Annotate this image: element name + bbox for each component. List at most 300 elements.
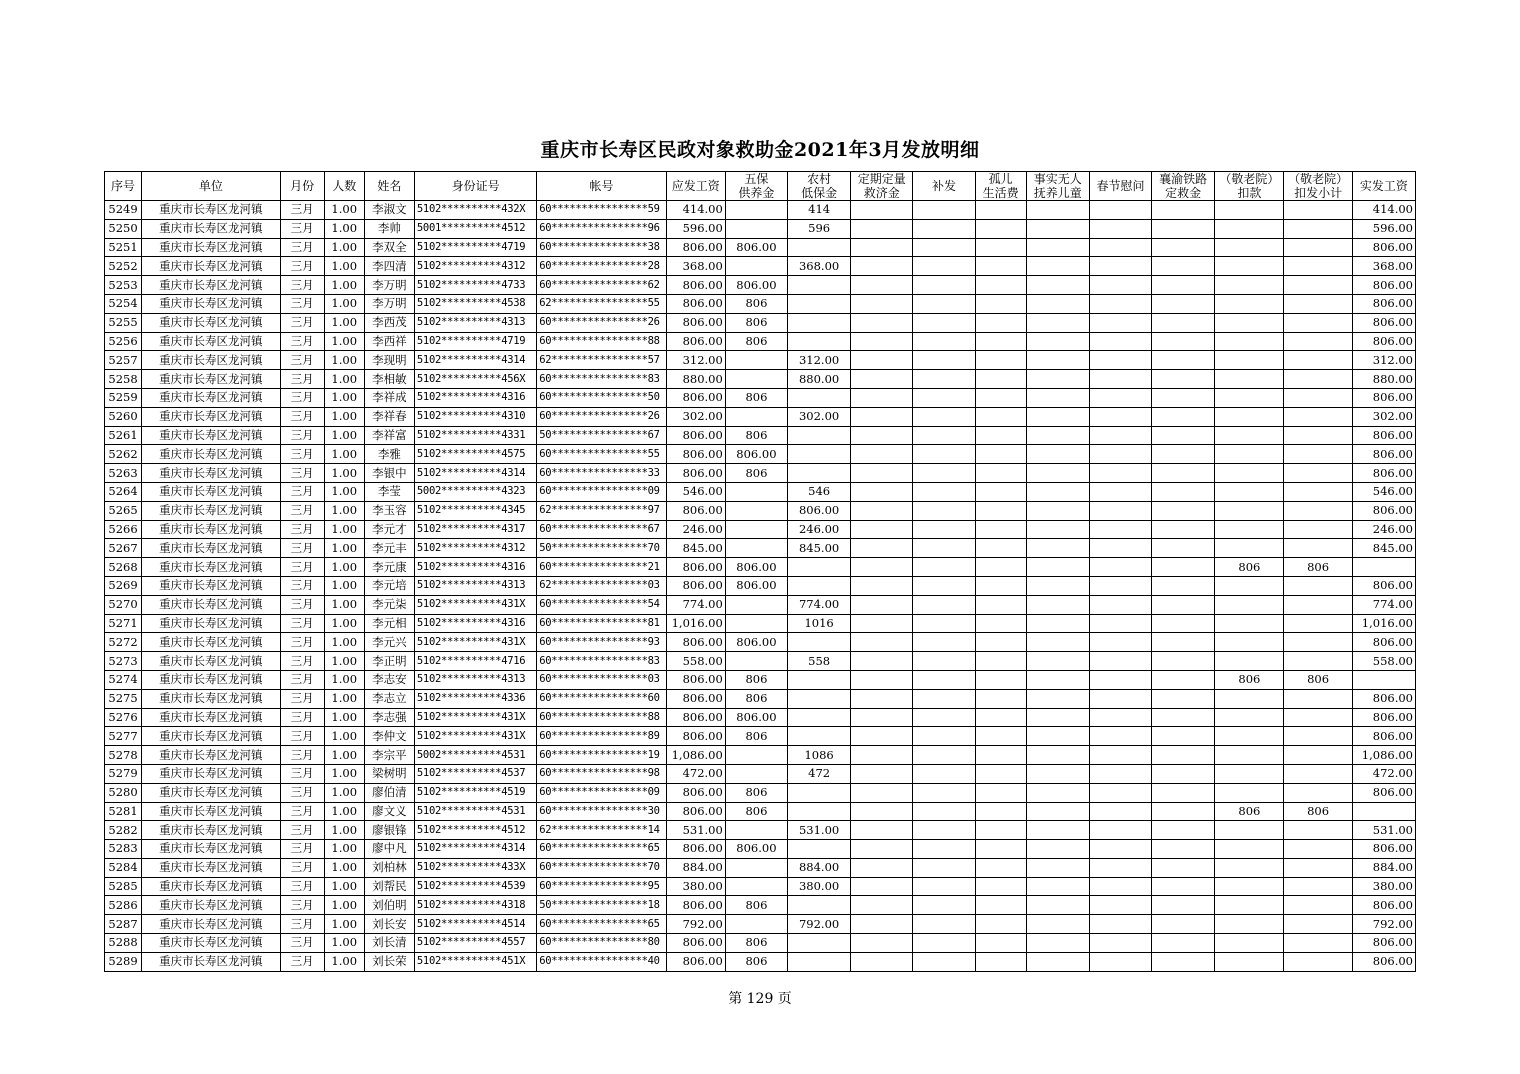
table-cell: 414	[788, 201, 851, 220]
table-cell	[725, 482, 787, 501]
table-row	[105, 219, 1416, 238]
table-cell: 880.00	[666, 370, 725, 389]
table-cell	[1089, 952, 1151, 971]
table-cell: 5102**********431X	[414, 727, 536, 746]
table-cell	[975, 257, 1026, 276]
table-cell: 三月	[280, 576, 324, 595]
table-cell: 1.00	[324, 238, 364, 257]
table-cell	[851, 445, 913, 464]
table-cell: 1.00	[324, 332, 364, 351]
table-cell	[1284, 276, 1352, 295]
table-cell	[851, 840, 913, 859]
table-cell: 1.00	[324, 896, 364, 915]
table-cell: 1,016.00	[666, 614, 725, 633]
table-cell: 5271	[105, 614, 142, 633]
table-cell	[913, 388, 975, 407]
table-cell: 5102**********4719	[414, 332, 536, 351]
table-cell	[1152, 840, 1215, 859]
table-cell: 60****************88	[537, 332, 666, 351]
table-cell: 806	[725, 332, 787, 351]
table-cell: 368.00	[1352, 257, 1415, 276]
table-cell: 5102**********4316	[414, 614, 536, 633]
table-cell: 806.00	[666, 276, 725, 295]
table-cell: 5102**********4317	[414, 520, 536, 539]
table-cell: 302.00	[1352, 407, 1415, 426]
table-cell: 60****************26	[537, 407, 666, 426]
table-cell	[913, 896, 975, 915]
table-cell: 三月	[280, 764, 324, 783]
table-cell: 246.00	[788, 520, 851, 539]
table-cell	[1152, 652, 1215, 671]
table-cell	[1215, 783, 1284, 802]
table-cell: 806	[725, 464, 787, 483]
table-cell: 5266	[105, 520, 142, 539]
table-cell	[975, 332, 1026, 351]
table-cell	[975, 764, 1026, 783]
table-cell	[851, 201, 913, 220]
table-cell: 806.00	[1352, 313, 1415, 332]
table-cell	[975, 388, 1026, 407]
table-cell: 李万明	[364, 276, 414, 295]
table-cell	[1152, 576, 1215, 595]
table-cell	[1152, 952, 1215, 971]
table-cell	[725, 407, 787, 426]
table-cell	[1284, 858, 1352, 877]
table-cell	[725, 219, 787, 238]
table-cell	[975, 840, 1026, 859]
table-cell: 5249	[105, 201, 142, 220]
table-cell: 1,086.00	[1352, 746, 1415, 765]
table-cell: 5102**********4512	[414, 821, 536, 840]
table-cell: 806	[725, 934, 787, 953]
table-cell	[1026, 257, 1089, 276]
table-cell: 三月	[280, 783, 324, 802]
table-cell: 312.00	[1352, 351, 1415, 370]
table-cell: 60****************55	[537, 445, 666, 464]
table-cell: 1.00	[324, 708, 364, 727]
table-cell	[1026, 821, 1089, 840]
table-cell: 312.00	[666, 351, 725, 370]
table-cell: 5254	[105, 294, 142, 313]
table-cell: 重庆市长寿区龙河镇	[142, 858, 280, 877]
table-cell	[1215, 764, 1284, 783]
table-cell	[1152, 388, 1215, 407]
table-cell	[1089, 595, 1151, 614]
table-cell	[725, 351, 787, 370]
table-cell: 5002**********4531	[414, 746, 536, 765]
table-cell	[1026, 858, 1089, 877]
column-header: 应发工资	[666, 172, 725, 201]
table-cell: 5102**********4313	[414, 576, 536, 595]
table-cell	[851, 727, 913, 746]
table-cell	[1215, 539, 1284, 558]
table-cell	[913, 276, 975, 295]
table-cell	[1026, 313, 1089, 332]
table-row	[105, 746, 1416, 765]
table-cell: 806	[1215, 558, 1284, 577]
table-cell	[1215, 821, 1284, 840]
table-cell: 1.00	[324, 689, 364, 708]
table-cell	[1089, 257, 1151, 276]
table-cell	[788, 388, 851, 407]
table-cell: 806.00	[725, 576, 787, 595]
table-cell: 重庆市长寿区龙河镇	[142, 952, 280, 971]
table-cell	[1284, 576, 1352, 595]
table-cell: 李四清	[364, 257, 414, 276]
table-cell	[1089, 708, 1151, 727]
table-cell	[788, 294, 851, 313]
table-cell: 三月	[280, 558, 324, 577]
table-cell	[1026, 351, 1089, 370]
table-cell	[913, 783, 975, 802]
column-header: 单位	[142, 172, 280, 201]
table-cell: 1.00	[324, 877, 364, 896]
table-cell: 5268	[105, 558, 142, 577]
table-cell	[913, 802, 975, 821]
table-cell	[1026, 896, 1089, 915]
table-cell: 806.00	[666, 689, 725, 708]
table-cell	[851, 407, 913, 426]
table-cell: 5102**********4514	[414, 915, 536, 934]
table-cell: 806.00	[666, 670, 725, 689]
table-cell	[725, 539, 787, 558]
table-cell: 806.00	[666, 313, 725, 332]
table-cell	[913, 332, 975, 351]
table-cell	[725, 501, 787, 520]
table-cell	[851, 370, 913, 389]
table-cell: 重庆市长寿区龙河镇	[142, 896, 280, 915]
table-cell	[851, 633, 913, 652]
table-cell: 廖伯清	[364, 783, 414, 802]
table-cell: 60****************93	[537, 633, 666, 652]
table-cell: 806.00	[666, 238, 725, 257]
table-cell	[725, 614, 787, 633]
table-cell	[1152, 464, 1215, 483]
table-cell	[975, 746, 1026, 765]
table-row	[105, 388, 1416, 407]
table-cell: 5102**********4312	[414, 257, 536, 276]
table-cell: 5102**********4316	[414, 388, 536, 407]
table-cell	[1089, 689, 1151, 708]
table-cell	[1284, 708, 1352, 727]
table-cell	[1152, 445, 1215, 464]
table-cell	[1215, 201, 1284, 220]
column-header: 孤儿 生活费	[975, 172, 1026, 201]
table-cell	[725, 877, 787, 896]
table-cell	[913, 689, 975, 708]
table-cell: 414.00	[666, 201, 725, 220]
table-cell	[1152, 708, 1215, 727]
table-cell	[1089, 464, 1151, 483]
table-row	[105, 708, 1416, 727]
table-cell	[1089, 539, 1151, 558]
table-cell	[1152, 294, 1215, 313]
table-cell	[1089, 614, 1151, 633]
table-cell	[975, 652, 1026, 671]
table-cell	[913, 201, 975, 220]
table-cell	[975, 727, 1026, 746]
table-row	[105, 407, 1416, 426]
table-cell: 60****************98	[537, 764, 666, 783]
table-cell: 806.00	[1352, 501, 1415, 520]
table-cell: 三月	[280, 595, 324, 614]
table-cell: 李祥富	[364, 426, 414, 445]
table-row	[105, 276, 1416, 295]
table-cell	[1284, 915, 1352, 934]
table-cell: 5102**********4575	[414, 445, 536, 464]
table-cell	[913, 238, 975, 257]
table-cell	[851, 482, 913, 501]
table-cell: 5282	[105, 821, 142, 840]
table-cell	[1215, 746, 1284, 765]
table-cell	[1284, 633, 1352, 652]
table-cell: 5257	[105, 351, 142, 370]
table-cell	[913, 370, 975, 389]
table-cell: 1.00	[324, 764, 364, 783]
table-cell: 380.00	[1352, 877, 1415, 896]
table-row	[105, 558, 1416, 577]
table-cell: 806	[1215, 670, 1284, 689]
table-cell: 梁树明	[364, 764, 414, 783]
table-cell: 806.00	[1352, 934, 1415, 953]
table-cell	[1089, 201, 1151, 220]
table-cell: 60****************88	[537, 708, 666, 727]
table-cell	[1284, 426, 1352, 445]
table-cell: 刘长安	[364, 915, 414, 934]
table-cell	[1026, 708, 1089, 727]
table-cell	[1152, 783, 1215, 802]
table-cell	[1152, 219, 1215, 238]
table-cell	[1026, 520, 1089, 539]
table-cell: 806.00	[666, 294, 725, 313]
table-cell	[975, 501, 1026, 520]
table-cell	[788, 783, 851, 802]
column-header: 实发工资	[1352, 172, 1415, 201]
table-cell	[975, 539, 1026, 558]
table-cell: 李元兴	[364, 633, 414, 652]
table-cell	[1089, 576, 1151, 595]
table-cell: 重庆市长寿区龙河镇	[142, 539, 280, 558]
table-cell	[975, 426, 1026, 445]
table-cell: 806.00	[666, 727, 725, 746]
table-cell: 806	[725, 727, 787, 746]
table-cell: 1.00	[324, 915, 364, 934]
table-cell	[851, 915, 913, 934]
table-cell	[851, 858, 913, 877]
table-cell: 5102**********4313	[414, 670, 536, 689]
table-cell	[851, 501, 913, 520]
table-row	[105, 595, 1416, 614]
document-title: 重庆市长寿区民政对象救助金2021年3月发放明细	[540, 139, 980, 161]
table-cell: 5251	[105, 238, 142, 257]
column-header: （敬老院） 扣款	[1215, 172, 1284, 201]
table-cell	[725, 821, 787, 840]
table-cell: 60****************60	[537, 689, 666, 708]
table-cell: 60****************95	[537, 877, 666, 896]
table-cell	[1026, 915, 1089, 934]
table-cell	[1284, 219, 1352, 238]
table-cell	[1089, 727, 1151, 746]
table-cell	[1089, 407, 1151, 426]
table-cell: 5285	[105, 877, 142, 896]
table-cell	[913, 426, 975, 445]
table-cell	[975, 520, 1026, 539]
table-cell	[1152, 633, 1215, 652]
table-cell	[913, 520, 975, 539]
table-cell: 三月	[280, 332, 324, 351]
table-cell	[1089, 370, 1151, 389]
table-cell: 1.00	[324, 351, 364, 370]
column-header: 补发	[913, 172, 975, 201]
table-cell	[1152, 426, 1215, 445]
table-row	[105, 313, 1416, 332]
table-cell	[975, 670, 1026, 689]
table-cell: 531.00	[666, 821, 725, 840]
table-cell: 50****************67	[537, 426, 666, 445]
table-cell: 806	[1215, 802, 1284, 821]
table-cell	[851, 783, 913, 802]
table-cell: 重庆市长寿区龙河镇	[142, 257, 280, 276]
table-cell: 5102**********4310	[414, 407, 536, 426]
table-cell: 806.00	[725, 276, 787, 295]
table-cell: 三月	[280, 802, 324, 821]
table-cell	[1152, 539, 1215, 558]
table-cell	[1152, 614, 1215, 633]
table-cell: 李玉容	[364, 501, 414, 520]
column-header: 农村 低保金	[788, 172, 851, 201]
table-cell	[1284, 201, 1352, 220]
table-cell	[788, 313, 851, 332]
table-cell	[975, 219, 1026, 238]
table-cell	[913, 407, 975, 426]
table-cell	[1026, 764, 1089, 783]
table-cell: 5279	[105, 764, 142, 783]
table-cell	[788, 934, 851, 953]
table-cell: 558.00	[1352, 652, 1415, 671]
table-cell: 246.00	[666, 520, 725, 539]
table-cell	[788, 708, 851, 727]
table-cell: 5102**********433X	[414, 858, 536, 877]
table-cell: 5267	[105, 539, 142, 558]
table-cell	[851, 332, 913, 351]
table-cell	[788, 633, 851, 652]
table-cell	[1215, 520, 1284, 539]
table-row	[105, 501, 1416, 520]
table-cell	[1026, 783, 1089, 802]
table-cell	[851, 614, 913, 633]
table-cell: 806.00	[1352, 708, 1415, 727]
table-cell: 1.00	[324, 445, 364, 464]
table-cell: 李万明	[364, 294, 414, 313]
table-cell	[851, 313, 913, 332]
table-cell	[913, 840, 975, 859]
table-cell: 重庆市长寿区龙河镇	[142, 783, 280, 802]
table-cell	[1152, 370, 1215, 389]
table-cell	[975, 351, 1026, 370]
table-row	[105, 238, 1416, 257]
table-cell	[1026, 482, 1089, 501]
table-cell: 368.00	[788, 257, 851, 276]
table-cell: 792.00	[788, 915, 851, 934]
table-cell	[913, 257, 975, 276]
table-cell	[1284, 840, 1352, 859]
table-cell: 5284	[105, 858, 142, 877]
table-cell	[1089, 896, 1151, 915]
table-cell: 806.00	[666, 464, 725, 483]
table-cell	[1215, 332, 1284, 351]
table-cell	[851, 708, 913, 727]
table-cell	[1152, 313, 1215, 332]
table-cell	[851, 952, 913, 971]
table-cell	[1026, 445, 1089, 464]
table-cell: 廖中凡	[364, 840, 414, 859]
table-cell	[1026, 276, 1089, 295]
table-cell	[975, 915, 1026, 934]
table-cell: 5263	[105, 464, 142, 483]
table-cell	[1215, 294, 1284, 313]
table-cell	[1352, 802, 1415, 821]
table-cell: 806.00	[1352, 952, 1415, 971]
table-cell	[1215, 426, 1284, 445]
table-cell	[975, 783, 1026, 802]
table-cell: 1.00	[324, 313, 364, 332]
table-cell	[1284, 539, 1352, 558]
table-cell: 5270	[105, 595, 142, 614]
table-cell	[1284, 896, 1352, 915]
column-header: 事实无人 抚养儿童	[1026, 172, 1089, 201]
table-cell: 三月	[280, 407, 324, 426]
table-cell: 1.00	[324, 257, 364, 276]
table-cell	[725, 764, 787, 783]
table-cell: 806.00	[666, 708, 725, 727]
table-cell	[975, 633, 1026, 652]
table-cell: 李元柒	[364, 595, 414, 614]
table-cell	[851, 520, 913, 539]
table-row	[105, 689, 1416, 708]
table-cell	[725, 201, 787, 220]
table-cell	[913, 501, 975, 520]
table-cell: 792.00	[666, 915, 725, 934]
table-cell	[1152, 520, 1215, 539]
table-body	[105, 201, 1416, 972]
table-cell	[1026, 727, 1089, 746]
table-cell: 李莹	[364, 482, 414, 501]
table-cell: 三月	[280, 238, 324, 257]
table-cell: 596.00	[666, 219, 725, 238]
table-cell: 845.00	[666, 539, 725, 558]
table-cell	[788, 802, 851, 821]
table-row	[105, 802, 1416, 821]
table-cell	[851, 670, 913, 689]
table-cell: 三月	[280, 388, 324, 407]
table-cell: 806	[725, 426, 787, 445]
table-cell	[975, 877, 1026, 896]
table-cell	[975, 595, 1026, 614]
table-cell	[975, 708, 1026, 727]
table-cell	[1215, 219, 1284, 238]
table-cell: 1.00	[324, 802, 364, 821]
table-cell	[1026, 576, 1089, 595]
table-cell	[1215, 689, 1284, 708]
table-cell: 5265	[105, 501, 142, 520]
table-cell: 1.00	[324, 633, 364, 652]
table-cell	[1026, 294, 1089, 313]
table-cell: 5273	[105, 652, 142, 671]
table-cell: 1.00	[324, 576, 364, 595]
table-cell	[913, 633, 975, 652]
table-row	[105, 445, 1416, 464]
table-cell: 60****************50	[537, 388, 666, 407]
